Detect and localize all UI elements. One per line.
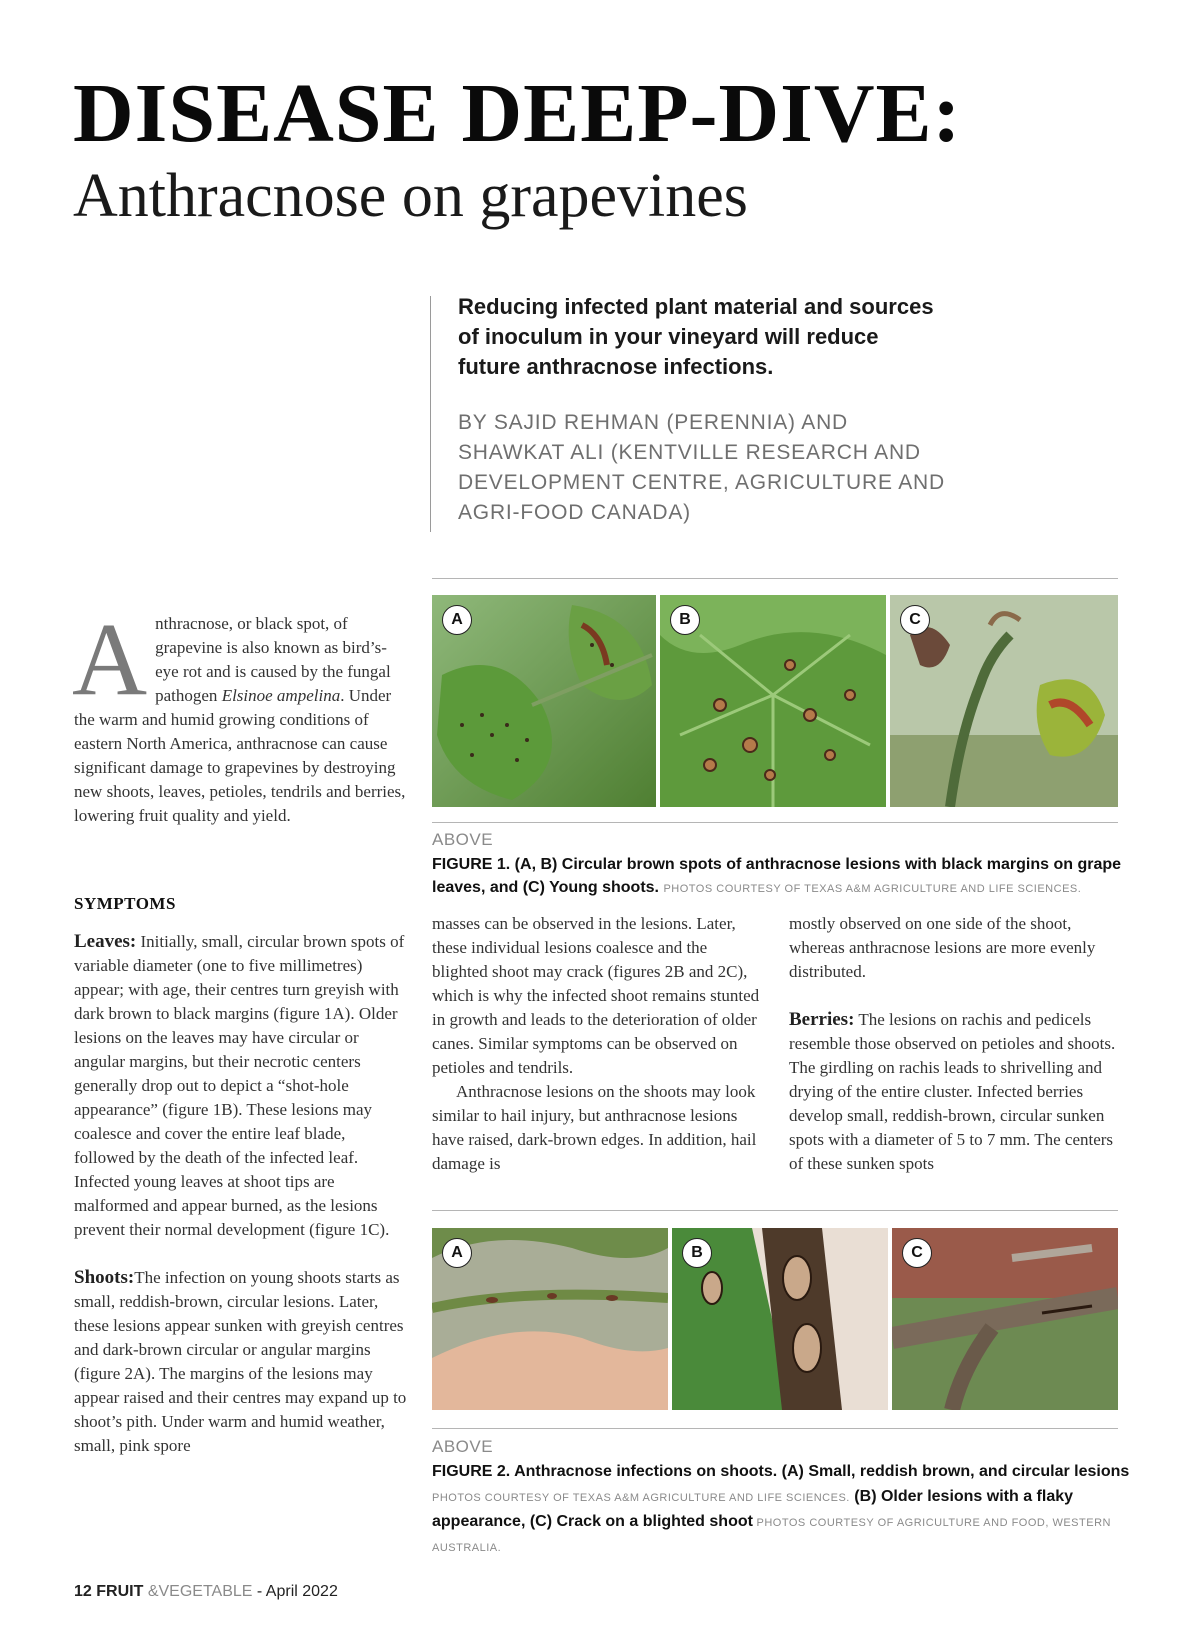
magazine-name-fruit: FRUIT — [96, 1583, 144, 1600]
figure1-photo-b — [660, 595, 886, 807]
figure2-photo-b — [672, 1228, 888, 1410]
figure1-badge-b: B — [670, 605, 700, 635]
figure1-credit: PHOTOS COURTESY OF TEXAS A&M AGRICULTURE AND LIFE SCIENCES. — [663, 883, 1082, 895]
page-number: 12 — [74, 1583, 92, 1600]
article-column-1 — [72, 602, 408, 828]
paragraph-leaves: Leaves: Initially, small, circular brown spots of variable diameter (one to five millimetres) appear; with age, their centres turn greyish with dark brown to black margins (figure 1A). Older lesions on the leaves may have circular or angular margins, but their necrotic centers generally drop out to depict a “shot-hole appearance” (figure 1B). These lesions may coalesce and cover the entire leaf blade, followed by the death of the infected leaf. Infected young leaves at shoot tips are malformed and appear burned, as the lesions prevent their normal development (figure 1C). — [74, 931, 405, 1239]
figure1-photo-a — [432, 595, 656, 807]
article-column-2 — [432, 912, 767, 1176]
figure1-badge-c: C — [900, 605, 930, 635]
intro-text-b: . Under the warm and humid growing conditions of eastern North America, anthracnose can cause significant damage to grapevines by destroying new shoots, leaves, petioles, tendrils and berries, lowering fruit quality and yield. — [74, 686, 406, 825]
figure2-bottom-rule — [432, 1428, 1118, 1429]
figure2-badge-a: A — [442, 1238, 472, 1268]
intro-paragraph — [72, 602, 408, 828]
runin-leaves: Leaves: — [74, 931, 137, 952]
paragraph-shoots: Shoots:The infection on young shoots starts as small, reddish-brown, circular lesions. Later, these lesions appear sunken with greyish centres and dark-brown circular or angular margins (figure 2A). The margins of the lesions may appear raised and their centres may expand up to shoot’s pith. Under warm and humid weather, small, pink spore — [74, 1267, 407, 1455]
figure2-top-rule — [432, 1210, 1118, 1211]
figure2-badge-c: C — [902, 1238, 932, 1268]
article-column-1-symptoms — [74, 930, 408, 1458]
paragraph-col2-1: masses can be observed in the lesions. Later, these individual lesions coalesce and the blighted shoot may crack (figures 2B and 2C), which is why the infected shoot remains stunted in growth and leads to the deterioration of older canes. Similar symptoms can be observed on petioles and tendrils. — [432, 914, 760, 1077]
figure1-badge-a: A — [442, 605, 472, 635]
figure2-credit-b: PHOTOS COURTESY OF AGRICULTURE AND FOOD, WESTERN AUSTRALIA. — [432, 1517, 1111, 1554]
intro-text-a: nthracnose, or black spot, of grapevine is also known as bird’s-eye rot and is caused by the fungal pathogen — [155, 614, 391, 705]
page-footer — [74, 1583, 338, 1601]
subheadline: Anthracnose on grapevines — [73, 162, 748, 230]
article-column-3 — [789, 912, 1124, 1176]
runin-berries: Berries: — [789, 1009, 855, 1030]
paragraph-berries: Berries: The lesions on rachis and pedicels resemble those observed on petioles and shoots. The girdling on rachis leads to shrivelling and drying of the entire cluster. Infected berries develop small, reddish-brown, circular sunken spots with a diameter of 5 to 7 mm. The centers of these sunken spots — [789, 1009, 1116, 1173]
figure1-above-label: ABOVE — [432, 830, 494, 849]
issue-date: - April 2022 — [252, 1583, 338, 1600]
paragraph-col2-2: Anthracnose lesions on the shoots may look similar to hail injury, but anthracnose lesions have raised, dark-brown edges. In addition, hail damage is — [432, 1082, 757, 1173]
pathogen-name: Elsinoe ampelina — [221, 686, 341, 705]
figure2-caption: FIGURE 2. Anthracnose infections on shoots. (A) Small, reddish brown, and circular lesions PHOTOS COURTESY OF TEXAS A&M AGRICULTURE AND LIFE SCIENCES. (B) Older lesions with a flaky appearance, (C) Crack on a blighted shoot PHOTOS COURTESY OF AGRICULTURE AND FOOD, WESTERN AUSTRALIA. — [432, 1463, 1130, 1554]
byline: BY SAJID REHMAN (PERENNIA) AND SHAWKAT ALI (KENTVILLE RESEARCH AND DEVELOPMENT CENTRE, AGRICULTURE AND AGRI-FOOD CANADA) — [458, 411, 945, 524]
figure1-top-rule — [432, 578, 1118, 579]
figure1-caption: FIGURE 1. (A, B) Circular brown spots of anthracnose lesions with black margins on grape leaves, and (C) Young shoots. PHOTOS COURTESY OF TEXAS A&M AGRICULTURE AND LIFE SCIENCES. — [432, 856, 1122, 896]
figure2-above-label: ABOVE — [432, 1437, 494, 1456]
paragraph-col3-1: mostly observed on one side of the shoot, whereas anthracnose lesions are more evenly distributed. — [789, 914, 1096, 981]
headline: DISEASE DEEP-DIVE: — [73, 67, 962, 160]
runin-shoots: Shoots: — [74, 1267, 135, 1288]
magazine-name-vegetable: &VEGETABLE — [147, 1583, 253, 1600]
figure2-badge-b: B — [682, 1238, 712, 1268]
intro-deck: Reducing infected plant material and sources of inoculum in your vineyard will reduce future anthracnose infections. — [458, 294, 934, 379]
section-heading-symptoms: SYMPTOMS — [74, 894, 176, 913]
figure2-photo-a — [432, 1228, 668, 1410]
figure1-photo-c — [890, 595, 1118, 807]
drop-cap: A — [72, 602, 148, 717]
intro-divider — [430, 296, 431, 532]
figure2-photo-c — [892, 1228, 1118, 1410]
figure2-credit-a: PHOTOS COURTESY OF TEXAS A&M AGRICULTURE AND LIFE SCIENCES. — [432, 1492, 850, 1504]
figure1-bottom-rule — [432, 822, 1118, 823]
